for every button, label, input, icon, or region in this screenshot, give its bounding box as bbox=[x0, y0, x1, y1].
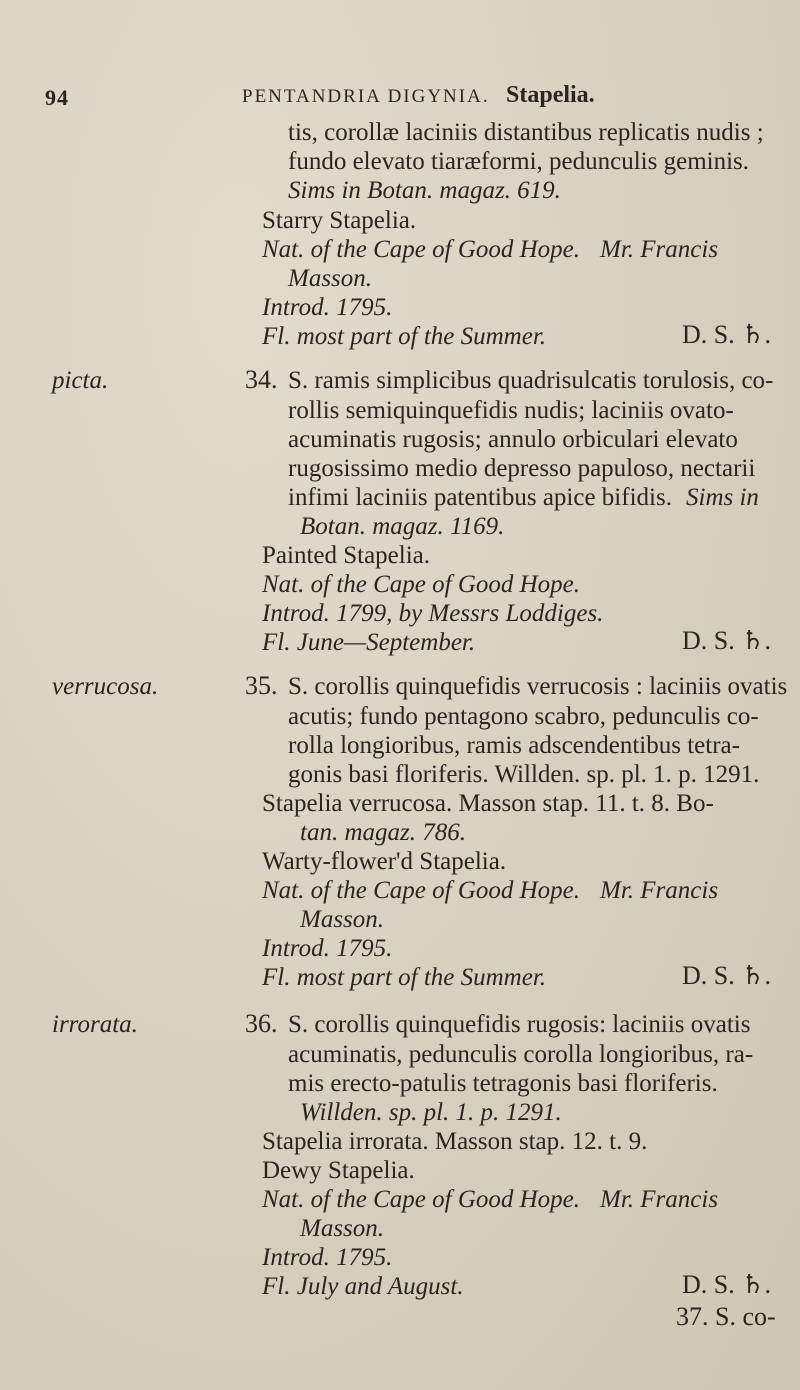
running-title: PENTANDRIA DIGYNIA. bbox=[242, 86, 490, 107]
text-line: Fl. July and August. bbox=[262, 1273, 464, 1300]
text-line: Starry Stapelia. bbox=[262, 207, 417, 234]
text-line: Stapelia verrucosa. Masson stap. 11. t. 8. Bo- bbox=[262, 790, 714, 817]
entry-number: 34. bbox=[245, 365, 278, 394]
text-line: Masson. bbox=[300, 1215, 385, 1242]
text-line: Fl. June—September. bbox=[262, 629, 476, 656]
text-line: Warty-flower'd Stapelia. bbox=[262, 848, 507, 875]
text-line: rugosissimo medio depresso papuloso, nectarii bbox=[288, 455, 756, 482]
collector: Mr. Francis bbox=[600, 877, 719, 904]
text-line: rolla longioribus, ramis adscendentibus tetra- bbox=[288, 732, 740, 759]
text-line: Nat. of the Cape of Good Hope. bbox=[262, 877, 581, 904]
text-line: acuminatis, pedunculis corolla longioribus, ra- bbox=[288, 1041, 754, 1068]
citation-tail: Sims in bbox=[686, 484, 759, 511]
text-line: S. corollis quinquefidis verrucosis : laciniis ovatis bbox=[288, 673, 788, 700]
text-line: Masson. bbox=[300, 906, 385, 933]
text-line: tis, corollæ laciniis distantibus replicatis nudis ; bbox=[288, 119, 764, 146]
text-line: S. ramis simplicibus quadrisulcatis torulosis, co- bbox=[288, 367, 774, 394]
text-line: Introd. 1795. bbox=[262, 294, 393, 321]
catchword: 37. S. co- bbox=[676, 1302, 776, 1331]
text-line: Botan. magaz. 1169. bbox=[300, 513, 505, 540]
text-line: Nat. of the Cape of Good Hope. bbox=[262, 1186, 581, 1213]
text-line: Introd. 1795. bbox=[262, 935, 393, 962]
side-name: verrucosa. bbox=[52, 673, 159, 700]
text-line: rollis semiquinquefidis nudis; laciniis ovato- bbox=[288, 397, 734, 424]
text-line: Introd. 1795. bbox=[262, 1244, 393, 1271]
text-line: Dewy Stapelia. bbox=[262, 1157, 415, 1184]
text-line: Fl. most part of the Summer. bbox=[262, 964, 547, 991]
page-number: 94 bbox=[45, 85, 69, 110]
text-line: infimi laciniis patentibus apice bifidis. bbox=[288, 484, 672, 511]
text-line: gonis basi floriferis. Willden. sp. pl. 1. p. 1291. bbox=[288, 761, 760, 788]
text-line: tan. magaz. 786. bbox=[300, 819, 466, 846]
climate-mark: D. S. ♄. bbox=[682, 1270, 772, 1299]
text-line: Willden. sp. pl. 1. p. 1291. bbox=[300, 1099, 562, 1126]
side-name: irrorata. bbox=[52, 1011, 138, 1038]
text-line: Nat. of the Cape of Good Hope. bbox=[262, 236, 581, 263]
text-line: Fl. most part of the Summer. bbox=[262, 323, 547, 350]
text-line: acuminatis rugosis; annulo orbiculari elevato bbox=[288, 426, 738, 453]
text-line: S. corollis quinquefidis rugosis: laciniis ovatis bbox=[288, 1011, 751, 1038]
entry-number: 36. bbox=[245, 1009, 278, 1038]
text-line: acutis; fundo pentagono scabro, pedunculis co- bbox=[288, 703, 759, 730]
climate-mark: D. S. ♄. bbox=[682, 961, 772, 990]
climate-mark: D. S. ♄. bbox=[682, 626, 772, 655]
running-genus: Stapelia. bbox=[506, 82, 595, 108]
side-name: picta. bbox=[52, 367, 109, 394]
text-line: Sims in Botan. magaz. 619. bbox=[288, 177, 561, 204]
collector: Mr. Francis bbox=[600, 1186, 719, 1213]
text-line: Painted Stapelia. bbox=[262, 542, 431, 569]
climate-mark: D. S. ♄. bbox=[682, 320, 772, 349]
text-line: fundo elevato tiaræformi, pedunculis geminis. bbox=[288, 148, 750, 175]
collector: Mr. Francis bbox=[600, 236, 719, 263]
text-line: Masson. bbox=[288, 265, 373, 292]
text-line: Nat. of the Cape of Good Hope. bbox=[262, 571, 581, 598]
text-line: mis erecto-patulis tetragonis basi floriferis. bbox=[288, 1070, 718, 1097]
text-line: Stapelia irrorata. Masson stap. 12. t. 9. bbox=[262, 1128, 648, 1155]
text-line: Introd. 1799, by Messrs Loddiges. bbox=[262, 600, 604, 627]
entry-number: 35. bbox=[245, 671, 278, 700]
